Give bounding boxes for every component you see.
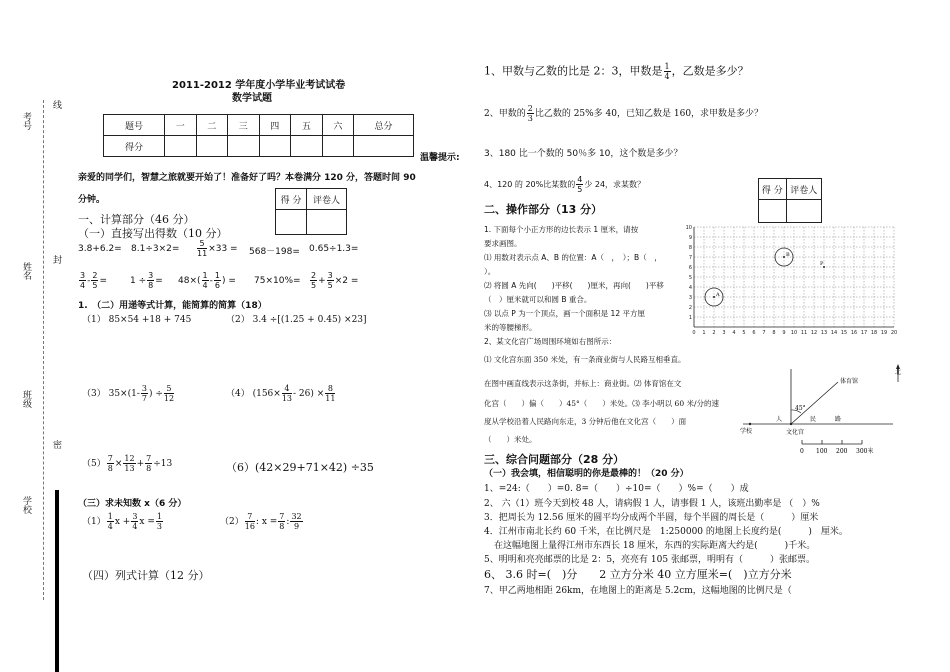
score-label: 得分	[104, 136, 165, 157]
op1-line3: ⑴ 用数对表示点 A、B 的位置：A（ ， ）；B（ ，	[484, 253, 662, 262]
road-label-min: 民	[810, 416, 817, 423]
y-tick-label: 7	[688, 255, 692, 261]
coordinate-grid	[684, 222, 898, 334]
point-a	[713, 296, 715, 298]
x-tick-label: 16	[850, 330, 858, 334]
op1-line6: （ ）厘米就可以和圆 B 重合。	[484, 295, 592, 304]
problem-3: 3、180 比一个数的 50％多 10，这个数是多少？	[484, 149, 683, 159]
grader-head: 评卷人	[307, 189, 347, 210]
x-tick-label: 3	[722, 330, 726, 334]
x-tick-label: 14	[830, 330, 838, 334]
score-head: 总分	[354, 115, 414, 136]
y-tick-label: 5	[688, 275, 692, 281]
section-1b-title: 1. （二）用递等式计算，能简算的简算（18）	[78, 301, 267, 311]
grader-cell[interactable]	[307, 210, 347, 235]
section-1-title: 一、计算部分（46 分）	[78, 213, 195, 226]
op1-line5: ⑵ 将圆 A 先向( )平移( )厘米，再向( )平移	[484, 281, 664, 290]
step-calc-5: （5） $\frac{7}{8}$ × $\frac{12}{13}$ + $\frac{7}{8}$ ÷13	[82, 454, 173, 473]
x-tick-label: 17	[860, 330, 868, 334]
exam-subtitle: 数学试题	[232, 93, 272, 104]
problem-2: 2、甲数的 $\frac{2}{3}$ 比乙数的 25%多 40，已知乙数是 160，求甲数是多少？	[484, 104, 764, 123]
problem-4: 4、120 的 20%比某数的 $\frac{4}{5}$ 少 24，求某数？	[484, 175, 646, 194]
op2-line2: ⑴ 文化宫东面 350 米处，有一条商业街与人民路互相垂直。	[484, 355, 686, 364]
fill-6: 6、 3.6 时=( )分 2 立方分米 40 立方厘米=( )立方分米	[484, 568, 792, 581]
y-tick-label: 6	[688, 265, 692, 271]
step-calc-4: （4） (156× $\frac{4}{13}$ - 26) × $\frac{8}{11}$	[226, 384, 336, 403]
grader-cell[interactable]	[759, 200, 787, 223]
op1-line7: ⑶ 以点 P 为一个顶点，画一个面积是 12 平方厘	[484, 309, 645, 318]
label-b: B	[786, 252, 790, 258]
calc-10: $\frac{2}{5}$ + $\frac{3}{5}$ ×2 =	[311, 271, 359, 290]
grader-table-left	[275, 188, 347, 235]
op2-line1: 2、某文化宫广场周围环境如右图所示：	[484, 337, 617, 346]
op1-line4: ）。	[484, 267, 496, 276]
scale-200: 200	[836, 448, 848, 455]
side-kaohao: 考号	[21, 112, 31, 130]
score-cell[interactable]	[322, 136, 354, 157]
equation-2: （2） $\frac{7}{16}$ : x = $\frac{7}{8}$ : $\frac{32}{9}$	[220, 512, 302, 531]
op2-line5: 度从学校沿着人民路向东走，3 分钟后他在文化宫（ ）面	[484, 417, 687, 426]
grader-head: 评卷人	[786, 179, 821, 200]
section-3a-title: （一）我会填，相信聪明的你是最棒的！（20 分）	[484, 469, 689, 479]
x-tick-label: 6	[752, 330, 756, 334]
y-tick-label: 2	[688, 305, 692, 311]
x-tick-label: 5	[742, 330, 746, 334]
label-p: P	[820, 261, 824, 267]
x-tick-label: 9	[782, 330, 786, 334]
calc-9: 75×10%=	[254, 276, 301, 286]
fill-7: 7、甲乙两地相距 26km，在地图上的距离是 5.2cm，这幅地图的比例尺是（	[484, 586, 792, 596]
section-3-title: 三、综合问题部分（28 分）	[484, 453, 625, 466]
culture-palace-label: 文化宫	[786, 429, 805, 436]
tip-label: 温馨提示:	[420, 153, 460, 163]
grader-cell[interactable]	[276, 210, 307, 235]
scale-300: 300米	[856, 448, 874, 455]
y-tick-label: 3	[688, 295, 692, 301]
fill-5: 5、明明和亮亮邮票的比是 2：5，亮亮有 105 张邮票，明明有（ ）张邮票。	[484, 555, 815, 565]
op2-line6: （ ）米处。	[484, 435, 537, 444]
score-cell[interactable]	[354, 136, 414, 157]
problem-1: 1、甲数与乙数的比是 2：3，甲数是 $\frac{1}{4}$ ，乙数是多少？	[484, 62, 749, 81]
x-tick-label: 0	[692, 330, 696, 334]
fill-4: 4．江州市南北长约 60 千米，在比例尺是 1:250000 的地图上长度约是( ) 厘米。	[484, 527, 848, 537]
grader-table-right	[758, 178, 822, 223]
op1-line8: 米的等腰梯形。	[484, 323, 537, 332]
score-head: 题号	[104, 115, 165, 136]
north-label: 北	[895, 369, 902, 376]
score-cell[interactable]	[228, 136, 260, 157]
intro-line1: 亲爱的同学们，智慧之旅就要开始了！准备好了吗？本卷满分 120 分，答题时间 90	[78, 173, 416, 183]
side-xingming: 姓名	[21, 262, 31, 280]
y-tick-label: 10	[685, 225, 692, 231]
y-tick-label: 1	[688, 315, 692, 321]
score-head: 五	[291, 115, 323, 136]
score-cell[interactable]	[196, 136, 228, 157]
score-cell[interactable]	[259, 136, 291, 157]
road-label-lu: 路	[835, 416, 842, 423]
grader-cell[interactable]	[786, 200, 821, 223]
x-tick-label: 4	[732, 330, 736, 334]
score-head: 六	[322, 115, 354, 136]
x-tick-label: 11	[800, 330, 808, 334]
calc-2: 8.1÷3×2=	[131, 244, 180, 254]
exam-title: 2011-2012 学年度小学毕业考试试卷	[172, 80, 346, 91]
score-cell[interactable]	[165, 136, 197, 157]
x-tick-label: 2	[712, 330, 716, 334]
x-tick-label: 15	[840, 330, 848, 334]
step-calc-2: （2） 3.4 ÷[(1.25 + 0.45) ×23]	[226, 315, 367, 325]
side-xian: 线	[51, 100, 61, 109]
x-tick-label: 1	[702, 330, 706, 334]
calc-6: $\frac{3}{4}$ - $\frac{2}{5}$ =	[80, 271, 107, 290]
grader-head: 得 分	[276, 189, 307, 210]
score-cell[interactable]	[291, 136, 323, 157]
fill-1: 1、=24:（ ）=0. 8=（ ）÷10=（ ）%=（ ）成	[484, 484, 749, 494]
x-tick-label: 13	[820, 330, 828, 334]
label-a: A	[716, 292, 720, 298]
school-label: 学校	[740, 428, 753, 435]
calc-3: $\frac{5}{11}$ ×33 =	[197, 239, 238, 258]
side-mi: 密	[51, 440, 61, 449]
sports-hall-label: 体育馆	[840, 378, 859, 385]
map-figure	[738, 364, 913, 456]
binding-line	[43, 100, 44, 600]
x-tick-label: 18	[870, 330, 878, 334]
score-head: 三	[228, 115, 260, 136]
score-head: 二	[196, 115, 228, 136]
side-banji: 班级	[21, 390, 31, 408]
grader-head: 得 分	[759, 179, 787, 200]
x-tick-label: 19	[880, 330, 888, 334]
op2-line4: 化宫（ ）偏（ ）45°（ ）米处。⑶ 李小明以 60 米/分的速	[484, 399, 720, 408]
section-1c-title: （三）求未知数 x（6 分）	[78, 499, 187, 509]
score-head: 一	[165, 115, 197, 136]
calc-5: 0.65÷1.3=	[309, 244, 359, 254]
scale-0: 0	[800, 448, 804, 455]
calc-4: 568－198=	[249, 247, 300, 257]
x-tick-label: 7	[762, 330, 766, 334]
section-2-title: 二、操作部分（13 分）	[484, 203, 603, 216]
x-tick-label: 8	[772, 330, 776, 334]
calc-7: 1 ÷ $\frac{3}{8}$ =	[130, 271, 163, 290]
y-tick-label: 9	[688, 235, 692, 241]
side-feng: 封	[51, 255, 61, 264]
score-table	[103, 114, 414, 157]
score-head: 四	[259, 115, 291, 136]
y-tick-label: 4	[688, 285, 692, 291]
fill-3: 3．把周长为 12.56 厘米的圆平均分成两个半圆，每个半圆的周长是（ ）厘米	[484, 513, 819, 523]
step-calc-1: （1） 85×54 +18 + 745	[82, 315, 192, 325]
road-label-ren: 人	[776, 416, 783, 423]
x-tick-label: 10	[790, 330, 798, 334]
fill-2: 2、 六（1）班今天到校 48 人，请病假 1 人，请事假 1 人，该班出勤率是 （ ）%	[484, 499, 820, 509]
y-tick-label: 8	[688, 245, 692, 251]
point-b	[783, 256, 785, 258]
x-tick-label: 20	[890, 330, 898, 334]
section-1a-title: （一）直接写出得数（10 分）	[78, 227, 228, 240]
step-calc-6: （6）(42×29+71×42) ÷35	[226, 461, 374, 474]
calc-1: 3.8+6.2=	[78, 244, 122, 254]
angle-label: 45°	[795, 405, 806, 412]
calc-8: 48×( $\frac{1}{4}$ - $\frac{1}{6}$ ) =	[178, 271, 236, 290]
step-calc-3: （3） 35×(1- $\frac{3}{7}$ ) ÷ $\frac{5}{12}$	[82, 384, 175, 403]
fill-4b: 在这幅地图上量得江州市东西长 18 厘米，东西的实际距离大约是( )千米。	[494, 541, 816, 551]
intro-line2: 分钟。	[78, 195, 106, 205]
side-xuexiao: 学校	[21, 496, 31, 514]
x-tick-label: 12	[810, 330, 818, 334]
section-1d-title: （四）列式计算（12 分）	[82, 569, 210, 582]
op1-line2: 要求画图。	[484, 239, 522, 248]
op1-line1: 1. 下面每个小正方形的边长表示 1 厘米，请按	[484, 225, 639, 234]
scale-100: 100	[816, 448, 828, 455]
equation-1: （1） $\frac{1}{4}$ x + $\frac{3}{4}$ x = $\frac{1}{3}$	[82, 512, 162, 531]
op2-line3: 在图中画直线表示这条街，并标上：商业街。⑵ 体育馆在文	[484, 379, 682, 388]
binding-bar	[55, 490, 59, 672]
